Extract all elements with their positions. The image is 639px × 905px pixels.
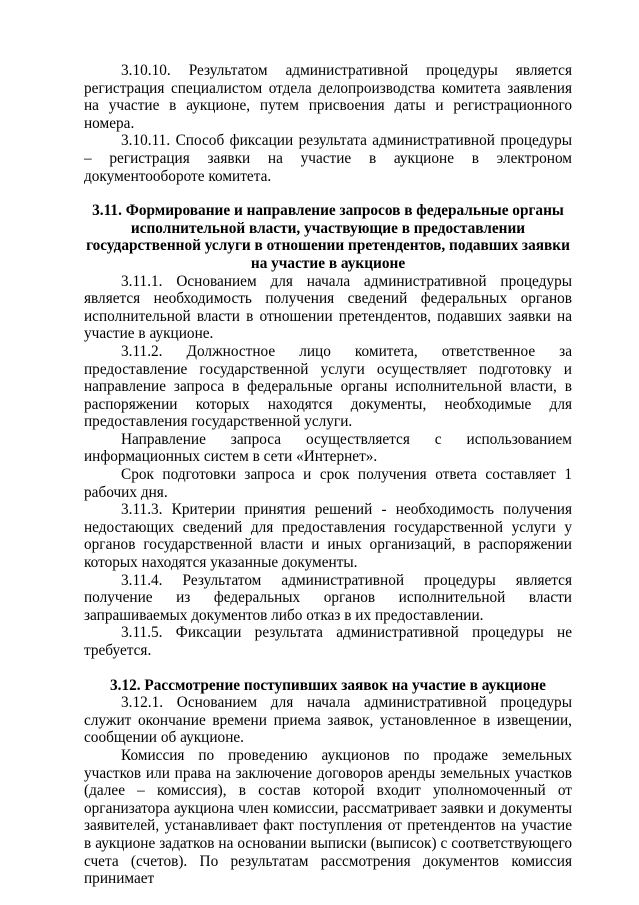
paragraph-3-11-2: 3.11.2. Должностное лицо комитета, ответственное за предоставление государственной услуги осуществляет подготовку и направление запроса в федеральные органы исполнительной власти, в распоряжении которых находятся документы, необходимые для предоставления государственной услуги.: [84, 342, 572, 431]
paragraph-3-11-2-term: Срок подготовки запроса и срок получения ответа составляет 1 рабочих дня.: [84, 466, 572, 501]
paragraph-3-11-2-request: Направление запроса осуществляется с использованием информационных систем в сети «Интернет».: [84, 430, 572, 466]
paragraph-3-11-4: 3.11.4. Результатом административной процедуры является получение из федеральных органов исполнительной власти запрашиваемых документов либо отказ в их предоставлении.: [84, 571, 572, 624]
paragraph-3-10-11: 3.10.11. Способ фиксации результата административной процедуры – регистрация заявки на участие в аукционе в электроном документообороте комитета.: [84, 132, 572, 185]
spacer: [84, 185, 572, 202]
paragraph-3-11-1: 3.11.1. Основанием для начала административной процедуры является необходимость получения сведений федеральных органов исполнительной власти в отношении претендентов, подавших заявки на участие в аукционе.: [84, 272, 572, 343]
paragraph-3-10-10: 3.10.10. Результатом административной процедуры является регистрация специалистом отдела делопроизводства комитета заявления на участие в аукционе, путем присвоения даты и регистрационного номера.: [84, 62, 572, 132]
spacer: [84, 660, 572, 677]
heading-3-11: 3.11. Формирование и направление запросов в федеральные органы исполнительной власти, участвующие в предоставлении государственной услуги в отношении претендентов, подавших заявки на участие в аукционе: [86, 202, 570, 272]
paragraph-3-12-1-commission: Комиссия по проведению аукционов по продаже земельных участков или права на заключение договоров аренды земельных участков (далее – комиссия), в состав которой входит уполномоченный от организатора аукциона член комиссии, рассматривает заявки и документы заявителей, устанавливает факт поступления от претендентов на участие в аукционе задатков на основании выписки (выписок) с соответствующего счета (счетов). По результатам рассмотрения документов комиссия принимает: [84, 746, 572, 888]
heading-3-12: 3.12. Рассмотрение поступивших заявок на участие в аукционе: [110, 676, 546, 694]
document-page: [84, 62, 572, 888]
paragraph-3-11-3: 3.11.3. Критерии принятия решений - необходимость получения недостающих сведений для предоставления государственной услуги у органов государственной власти и иных организаций, в распоряжении которых находятся указанные документы.: [84, 501, 572, 572]
paragraph-3-11-5: 3.11.5. Фиксации результата административной процедуры не требуется.: [84, 624, 572, 659]
paragraph-3-12-1: 3.12.1. Основанием для начала административной процедуры служит окончание времени приема заявок, установленное в извещении, сообщении об аукционе.: [84, 694, 572, 747]
